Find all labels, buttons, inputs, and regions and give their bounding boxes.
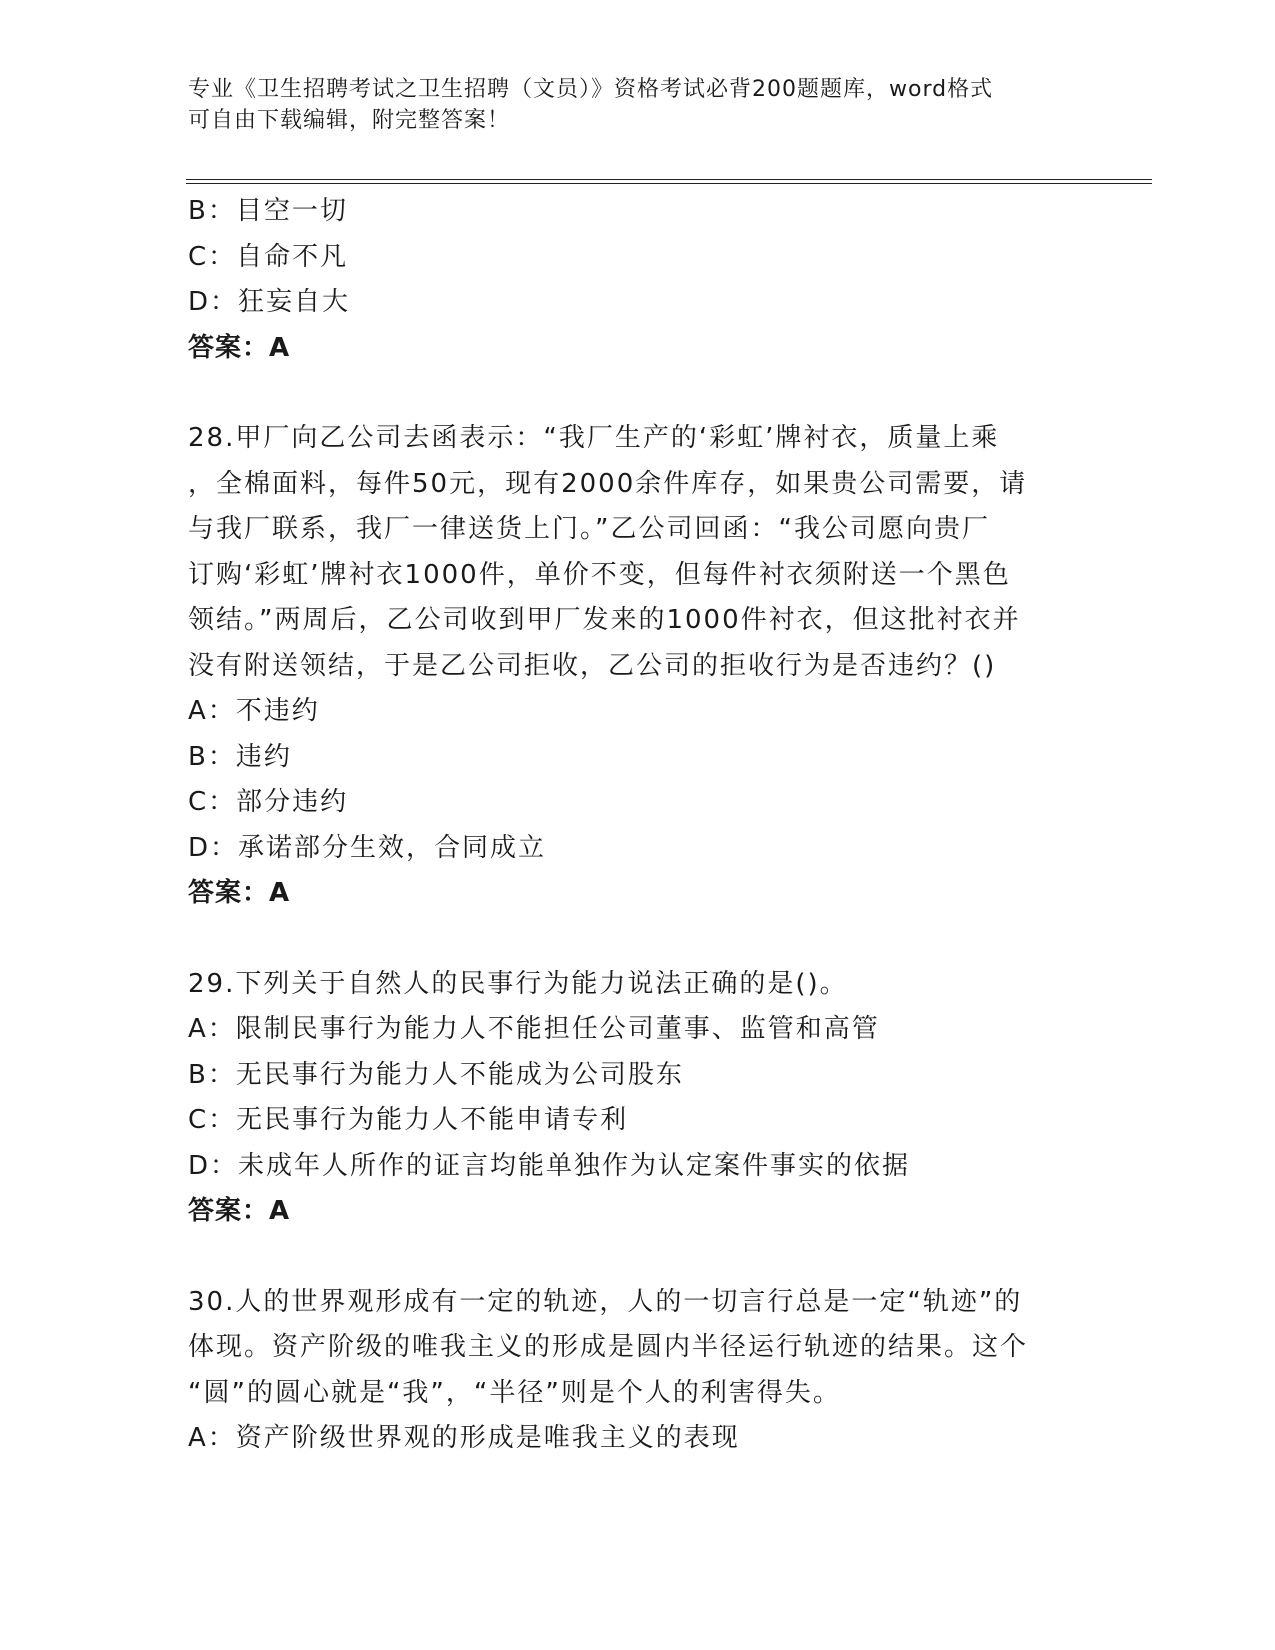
question-stem-line: “圆”的圆心就是“我”，“半径”则是个人的利害得失。: [188, 1377, 841, 1408]
question-body: [188, 189, 1088, 1462]
question-27-tail: [188, 189, 1088, 371]
option-d: D：承诺部分生效，合同成立: [188, 832, 547, 863]
question-stem-line: 没有附送领结，于是乙公司拒收，乙公司的拒收行为是否违约？(): [188, 650, 997, 681]
option-c: C：自命不凡: [188, 241, 349, 272]
option-c: C：无民事行为能力人不能申请专利: [188, 1105, 629, 1135]
option-b: B：目空一切: [188, 196, 348, 226]
answer-line: 答案：A: [188, 332, 291, 363]
spacer: [188, 917, 1088, 962]
question-stem-line: 领结。”两周后，乙公司收到甲厂发来的1000件衬衣，但这批衬衣并: [188, 605, 1021, 635]
question-stem-line: 与我厂联系，我厂一律送货上门。”乙公司回函：“我公司愿向贵厂: [188, 514, 990, 544]
question-28: [188, 416, 1088, 917]
document-header: [188, 74, 1088, 136]
option-d: D：未成年人所作的证言均能单独作为认定案件事实的依据: [188, 1150, 911, 1181]
question-stem-line: 28.甲厂向乙公司去函表示：“我厂生产的‘彩虹’牌衬衣，质量上乘: [188, 423, 1000, 453]
question-stem-line: 30.人的世界观形成有一定的轨迹，人的一切言行总是一定“轨迹”的: [188, 1286, 1023, 1317]
option-a: A：不违约: [188, 696, 320, 726]
header-divider-bottom: [186, 183, 1152, 184]
spacer: [188, 371, 1088, 416]
spacer: [188, 1235, 1088, 1280]
option-b: B：违约: [188, 741, 292, 772]
answer-line: 答案：A: [188, 1196, 291, 1226]
option-a: A：资产阶级世界观的形成是唯我主义的表现: [188, 1423, 740, 1453]
header-line-1: 专业《卫生招聘考试之卫生招聘（文员）》资格考试必背200题题库，word格式: [188, 77, 994, 102]
option-b: B：无民事行为能力人不能成为公司股东: [188, 1059, 684, 1090]
question-stem-line: 订购‘彩虹’牌衬衣1000件，单价不变，但每件衬衣须附送一个黑色: [188, 559, 1011, 590]
option-a: A：限制民事行为能力人不能担任公司董事、监管和高管: [188, 1014, 880, 1044]
question-30: [188, 1280, 1088, 1462]
question-stem-line: 体现。资产阶级的唯我主义的形成是圆内半径运行轨迹的结果。这个: [188, 1332, 1029, 1362]
question-stem-line: 29.下列关于自然人的民事行为能力说法正确的是()。: [188, 968, 848, 999]
question-29: [188, 962, 1088, 1235]
header-line-2: 可自由下载编辑，附完整答案！: [188, 108, 511, 133]
option-d: D：狂妄自大: [188, 287, 351, 317]
header-divider-top: [186, 179, 1152, 180]
option-c: C：部分违约: [188, 787, 349, 817]
question-stem-line: ，全棉面料，每件50元，现有2000余件库存，如果贵公司需要，请: [188, 468, 1028, 499]
answer-line: 答案：A: [188, 878, 291, 908]
